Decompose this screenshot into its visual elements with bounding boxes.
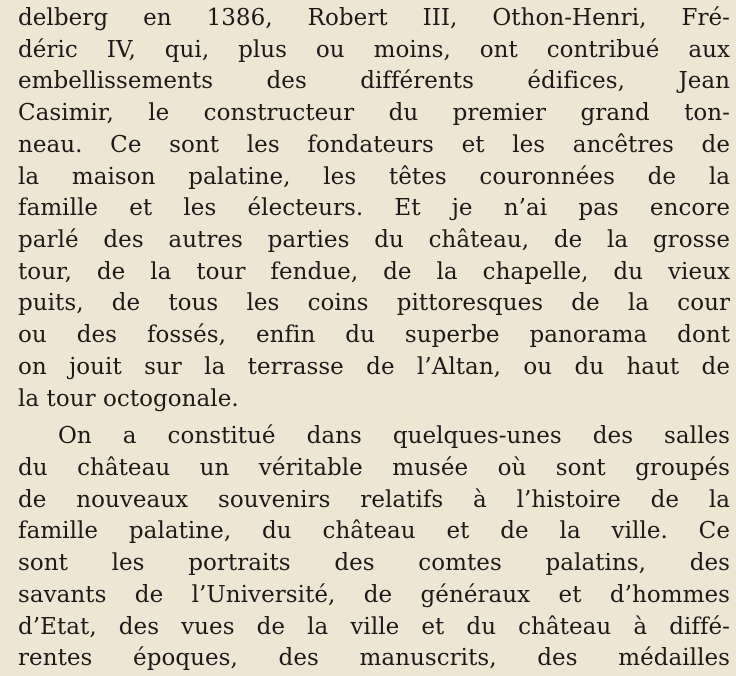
text-line: neau. Ce sont les fondateurs et les ancêtres de <box>18 131 730 158</box>
text-line: Casimir, le constructeur du premier grand ton- <box>18 100 730 127</box>
text-line: famille palatine, du château et de la ville. Ce <box>18 518 730 545</box>
text-line: de nouveaux souvenirs relatifs à l’histoire de la <box>18 486 730 513</box>
text-line: famille et les électeurs. Et je n’ai pas encore <box>18 195 730 222</box>
text-line: On a constitué dans quelques-unes des salles <box>58 423 730 450</box>
text-line: puits, de tous les coins pittoresques de la cour <box>18 290 730 317</box>
text-line: parlé des autres parties du château, de la grosse <box>18 227 730 254</box>
text-line: ou des fossés, enfin du superbe panorama dont <box>18 322 730 349</box>
text-line: sont les portraits des comtes palatins, des <box>18 550 730 577</box>
text-line: rentes époques, des manuscrits, des médailles <box>18 645 730 672</box>
text-line: tour, de la tour fendue, de la chapelle, du vieux <box>18 258 730 285</box>
text-line: la maison palatine, les têtes couronnées de la <box>18 163 730 190</box>
text-line: du château un véritable musée où sont groupés <box>18 454 730 481</box>
text-line: déric IV, qui, plus ou moins, ont contribué aux <box>18 36 730 63</box>
text-line: delberg en 1386, Robert III, Othon-Henri, Fré- <box>18 5 730 31</box>
text-line: la tour octogonale. <box>18 385 239 412</box>
text-line: embellissements des différents édifices, Jean <box>18 68 730 95</box>
text-line: d’Etat, des vues de la ville et du château à diffé- <box>18 613 730 640</box>
text-line: on jouit sur la terrasse de l’Altan, ou du haut de <box>18 353 730 380</box>
text-line: savants de l’Université, de généraux et d’hommes <box>18 581 730 608</box>
